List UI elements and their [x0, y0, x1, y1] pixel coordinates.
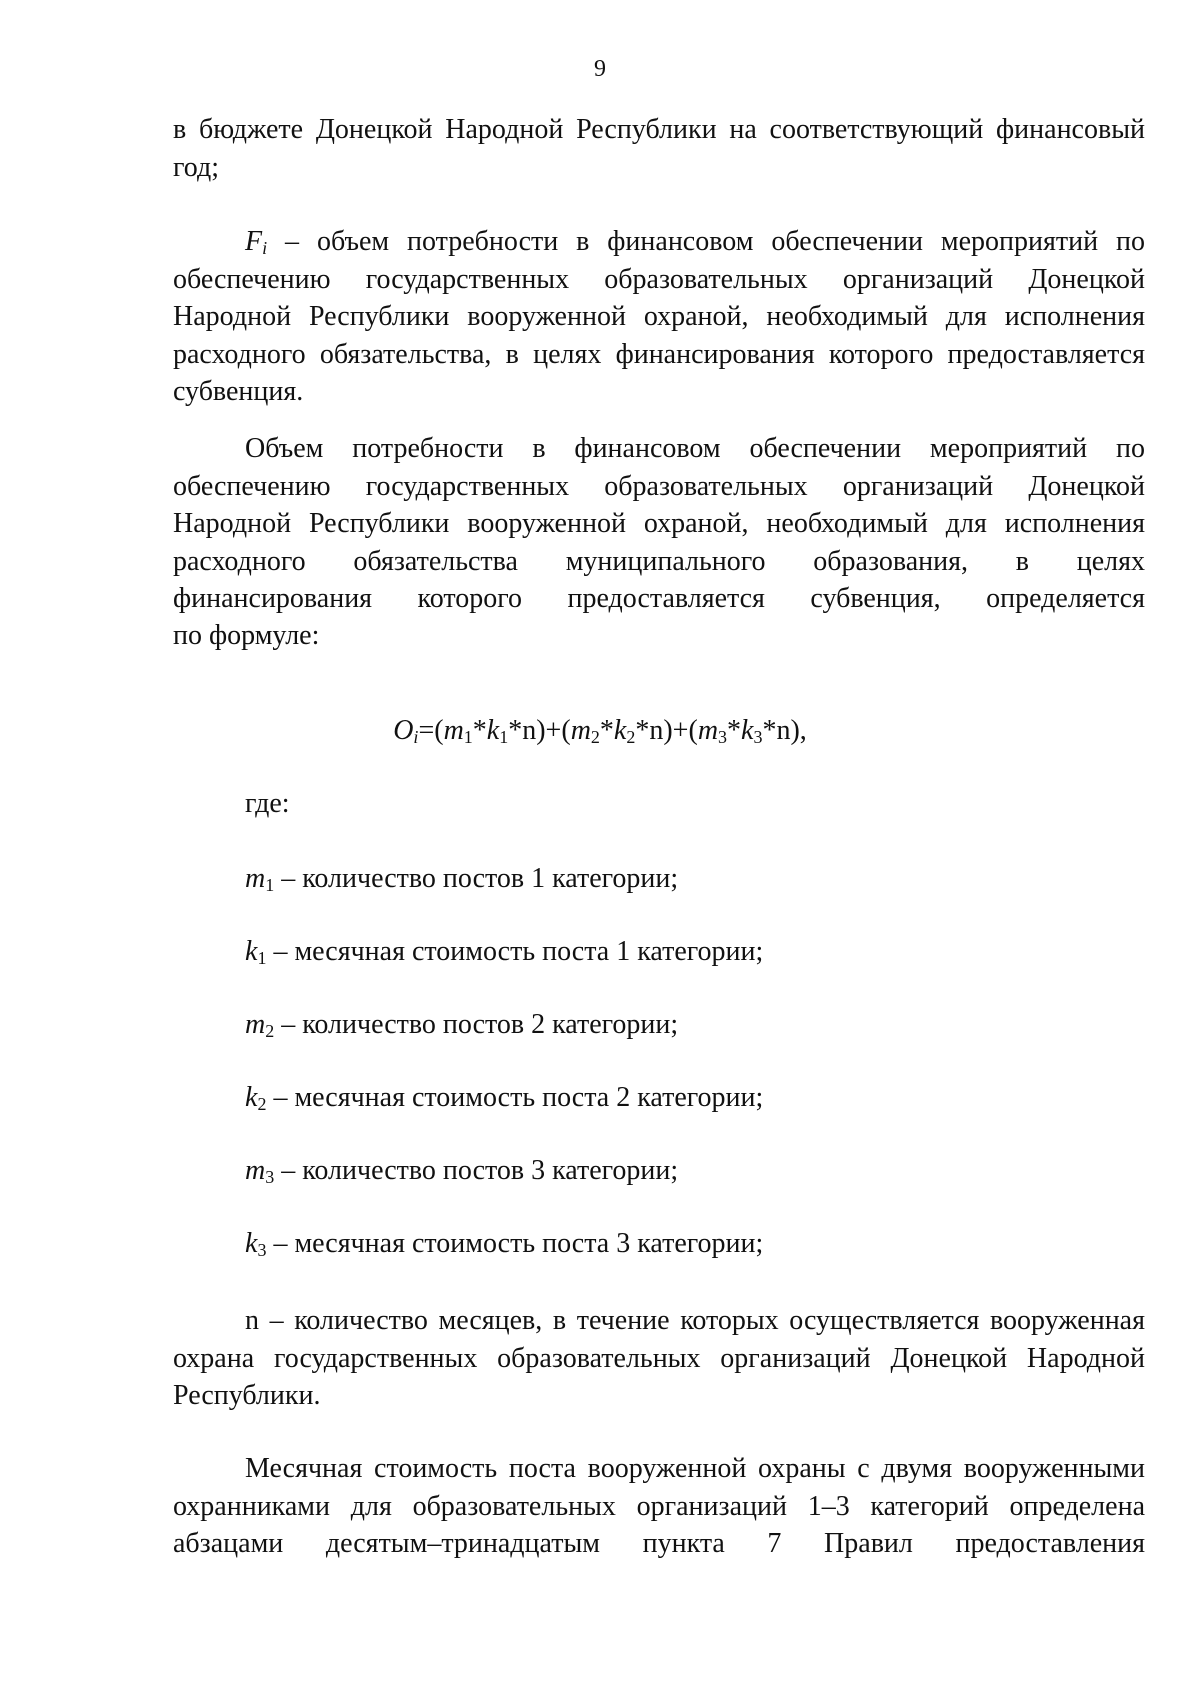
- def-k1-symbol: k: [245, 936, 258, 967]
- paragraph-volume: Объем потребности в финансовом обеспечении мероприятий по обеспечению государственных образовательных организаций Донецкой Народной Республики вооруженной охраной, необходимый для исполнения расходного обязательства муниципального образования, в целях финансирования которого предоставляется субвенция, определяется: [173, 433, 1145, 614]
- def-k2-sub: 2: [257, 1094, 267, 1114]
- paragraph-monthly-cost: Месячная стоимость поста вооруженной охраны с двумя вооруженными охранниками для образовательных организаций 1–3 категорий определена абзацами десятым–тринадцатым пункта 7 Правил предоставления: [173, 1453, 1145, 1559]
- formula-k1: k: [486, 715, 500, 746]
- formula-star-2: *: [508, 715, 523, 746]
- definition-k2: [245, 1079, 763, 1117]
- page-number: 9: [594, 56, 606, 82]
- formula: [0, 712, 1200, 750]
- formula-m2-sub: 2: [590, 727, 600, 747]
- definition-m3: [245, 1152, 678, 1190]
- formula-m1: m: [443, 715, 464, 746]
- definition-m2: [245, 1006, 678, 1044]
- paragraph-budget: в бюджете Донецкой Народной Республики на соответствующий финансовый год;: [173, 114, 1145, 183]
- symbol-i-subscript: i: [262, 238, 268, 258]
- definition-m1: [245, 860, 678, 898]
- definition-k1: [245, 933, 763, 971]
- paragraph-n-definition: n – количество месяцев, в течение которых осуществляется вооруженная охрана государственных образовательных организаций Донецкой Народной Республики.: [173, 1305, 1145, 1411]
- def-m2-sub: 2: [265, 1021, 275, 1041]
- formula-eq: =(: [418, 715, 444, 746]
- def-m3-sub: 3: [265, 1167, 275, 1187]
- formula-close-1: n)+(: [522, 715, 571, 746]
- formula-k1-sub: 1: [499, 727, 509, 747]
- formula-m1-sub: 1: [463, 727, 473, 747]
- paragraph-volume-end: по формуле:: [173, 620, 320, 651]
- def-k3-text: – месячная стоимость поста 3 категории;: [266, 1228, 764, 1259]
- definition-k3: [245, 1225, 763, 1263]
- def-k1-sub: 1: [257, 948, 267, 968]
- def-k3-sub: 3: [257, 1240, 267, 1260]
- def-m1-text: – количество постов 1 категории;: [274, 863, 679, 894]
- formula-k3: k: [741, 715, 754, 746]
- def-k1-text: – месячная стоимость поста 1 категории;: [266, 936, 764, 967]
- formula-k2-sub: 2: [626, 727, 636, 747]
- formula-k2: k: [613, 715, 627, 746]
- formula-m3-sub: 3: [718, 727, 728, 747]
- symbol-f: F: [245, 226, 263, 257]
- where-label: где:: [245, 788, 290, 819]
- def-m1-sub: 1: [265, 875, 275, 895]
- formula-close-2: n)+(: [649, 715, 698, 746]
- formula-o-sub: i: [413, 727, 419, 747]
- formula-star-1: *: [472, 715, 487, 746]
- def-m2-text: – количество постов 2 категории;: [274, 1009, 679, 1040]
- def-m3-symbol: m: [245, 1155, 266, 1186]
- formula-o: O: [393, 715, 414, 746]
- def-m2-symbol: m: [245, 1009, 266, 1040]
- def-m1-symbol: m: [245, 863, 266, 894]
- formula-m3: m: [697, 715, 719, 746]
- def-k2-text: – месячная стоимость поста 2 категории;: [266, 1082, 764, 1113]
- fi-definition-text: – объем потребности в финансовом обеспечении мероприятий по обеспечению государственных образовательных организаций Донецкой Народной Республики вооруженной охраной, необходимый для исполнения расходного обязательства, в целях финансирования которого предоставляется субвенция.: [173, 226, 1145, 407]
- formula-star-5: *: [727, 715, 742, 746]
- def-m3-text: – количество постов 3 категории;: [274, 1155, 679, 1186]
- formula-star-4: *: [635, 715, 650, 746]
- formula-k3-sub: 3: [753, 727, 763, 747]
- formula-m2: m: [570, 715, 591, 746]
- paragraph-fi-definition: [173, 223, 1145, 411]
- formula-star-3: *: [599, 715, 614, 746]
- def-k2-symbol: k: [245, 1082, 258, 1113]
- formula-star-6: *: [762, 715, 777, 746]
- def-k3-symbol: k: [245, 1228, 258, 1259]
- formula-close-3: n),: [776, 715, 807, 746]
